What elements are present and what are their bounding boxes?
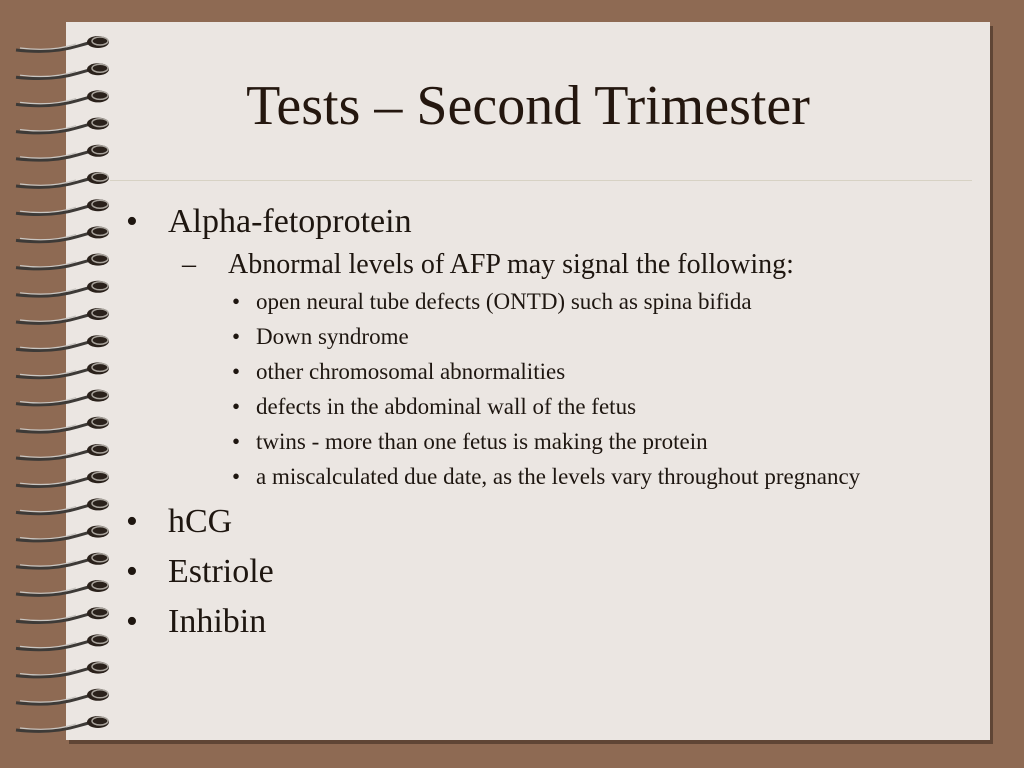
bullet-marker: • — [126, 203, 138, 240]
sub-sub-bullet-item — [228, 392, 982, 422]
sub-bullet-item — [182, 248, 982, 492]
spiral-coil-icon — [16, 36, 109, 51]
bullet-text: Alpha-fetoprotein — [168, 203, 412, 240]
spiral-coil-icon — [16, 580, 109, 595]
bullet-text: Inhibin — [168, 603, 267, 640]
dash-marker: – — [182, 249, 196, 280]
bullet-item — [122, 202, 982, 492]
sub-sub-bullet-item — [228, 462, 896, 492]
bullet-marker: • — [232, 324, 241, 349]
sub-bullet-list — [168, 248, 982, 492]
sub-sub-bullet-text: Down syndrome — [256, 324, 409, 349]
spiral-coil-icon — [16, 335, 109, 350]
spiral-coil-icon — [16, 689, 109, 704]
sub-sub-bullet-text: open neural tube defects (ONTD) such as spina bifida — [256, 289, 752, 314]
bullet-item — [122, 602, 982, 642]
bullet-text: hCG — [168, 503, 233, 540]
bullet-text: Estriole — [168, 553, 274, 590]
bullet-marker: • — [126, 553, 138, 590]
spiral-coil-icon — [16, 226, 109, 241]
sub-sub-bullet-text: twins - more than one fetus is making the protein — [256, 429, 708, 454]
bullet-list — [122, 202, 982, 642]
sub-sub-bullet-text: other chromosomal abnormalities — [256, 359, 566, 384]
bullet-item — [122, 502, 982, 542]
spiral-coil-icon — [16, 444, 109, 459]
bullet-marker: • — [232, 429, 241, 454]
spiral-coil-icon — [16, 145, 109, 160]
slide-title: Tests – Second Trimester — [246, 75, 810, 137]
spiral-coil-icon — [16, 63, 109, 78]
spiral-coil-icon — [16, 498, 109, 513]
spiral-coil-icon — [16, 417, 109, 432]
spiral-coil-icon — [16, 281, 109, 296]
sub-bullet-text: Abnormal levels of AFP may signal the following: — [228, 249, 794, 280]
spiral-coil-icon — [16, 390, 109, 405]
title-divider — [110, 180, 972, 181]
sub-sub-bullet-item — [228, 287, 982, 317]
bullet-marker: • — [232, 394, 241, 419]
bullet-item — [122, 552, 982, 592]
spiral-coil-icon — [16, 254, 109, 269]
spiral-coil-icon — [16, 362, 109, 377]
spiral-coil-icon — [16, 662, 109, 677]
bullet-marker: • — [232, 289, 241, 314]
spiral-coil-icon — [16, 526, 109, 541]
spiral-coil-icon — [16, 553, 109, 568]
spiral-coil-icon — [16, 172, 109, 187]
sub-sub-bullet-list — [228, 287, 982, 492]
sub-sub-bullet-text: a miscalculated due date, as the levels vary throughout pregnancy — [256, 464, 861, 489]
bullet-marker: • — [232, 464, 241, 489]
bullet-marker: • — [126, 603, 138, 640]
sub-sub-bullet-text: defects in the abdominal wall of the fetus — [256, 394, 637, 419]
sub-sub-bullet-item — [228, 427, 982, 457]
sub-sub-bullet-item — [228, 322, 982, 352]
bullet-marker: • — [232, 359, 241, 384]
spiral-coil-icon — [16, 716, 109, 731]
spiral-coil-icon — [16, 471, 109, 486]
spiral-coil-icon — [16, 607, 109, 622]
sub-sub-bullet-item — [228, 357, 982, 387]
spiral-coil-icon — [16, 308, 109, 323]
spiral-coil-icon — [16, 634, 109, 649]
bullet-marker: • — [126, 503, 138, 540]
slide-body — [122, 202, 982, 642]
spiral-coil-icon — [16, 199, 109, 214]
